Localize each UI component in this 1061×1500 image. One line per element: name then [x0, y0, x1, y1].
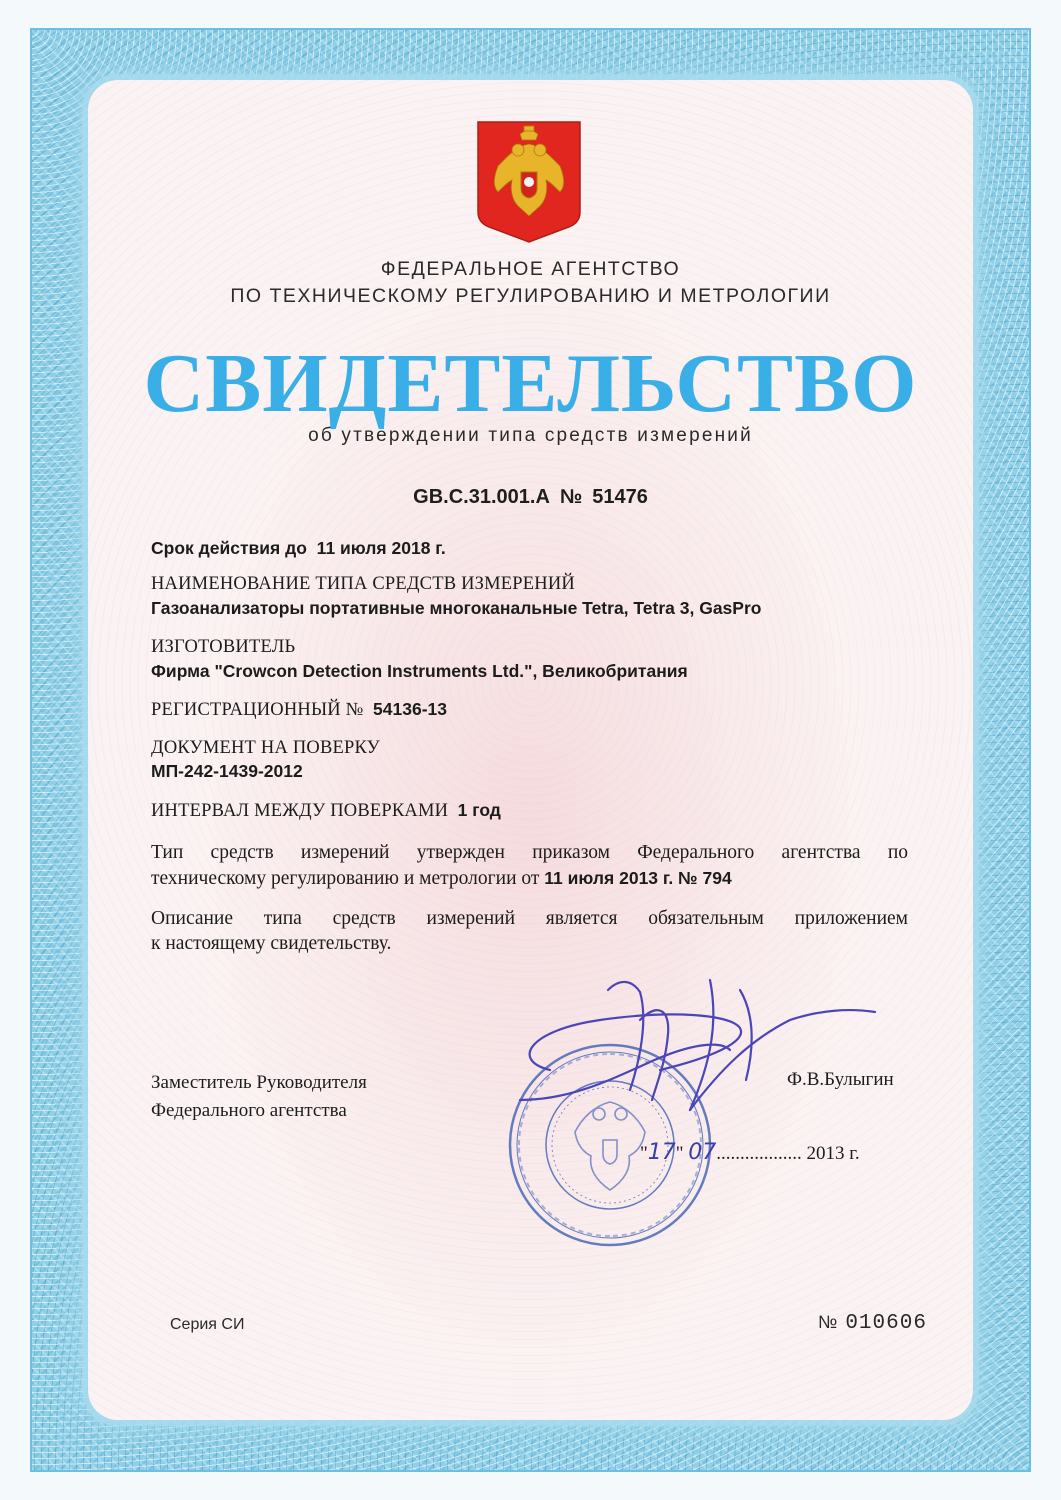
approval-date: 11 июля 2013 г. № 794: [544, 868, 732, 888]
signatory-position-line1: Заместитель Руководителя: [151, 1072, 367, 1093]
interval-row: [151, 800, 501, 822]
issue-date-day: 17: [647, 1140, 676, 1165]
issue-date-open-quote: ": [640, 1143, 648, 1164]
verification-doc-label: ДОКУМЕНТ НА ПОВЕРКУ: [151, 738, 380, 758]
registration-value: 54136-13: [373, 699, 448, 719]
interval-value: 1 год: [457, 800, 501, 820]
validity-label: Срок действия до: [151, 538, 307, 558]
document-title: СВИДЕТЕЛЬСТВО: [143, 337, 918, 430]
coat-of-arms-icon: [476, 120, 582, 244]
instrument-type-value: Газоанализаторы портативные многоканальные Tetra, Tetra 3, GasPro: [151, 598, 762, 618]
issue-date-month: 07: [688, 1140, 717, 1165]
issue-date-close-quote: ": [675, 1143, 684, 1164]
description-line2: к настоящему свидетельству.: [151, 933, 392, 954]
instrument-type-label: НАИМЕНОВАНИЕ ТИПА СРЕДСТВ ИЗМЕРЕНИЙ: [151, 574, 575, 594]
agency-name-line1: ФЕДЕРАЛЬНОЕ АГЕНТСТВО: [380, 258, 681, 280]
validity-date: 11 июля 2018 г.: [316, 538, 446, 558]
certificate-number-label: №: [559, 486, 583, 508]
manufacturer-label: ИЗГОТОВИТЕЛЬ: [151, 637, 296, 657]
registration-row: [151, 699, 447, 721]
issue-date-year: 2013 г.: [806, 1143, 860, 1164]
verification-doc-value: МП-242-1439-2012: [151, 761, 303, 781]
validity-row: [151, 538, 446, 559]
signatory-position: [151, 1069, 367, 1125]
certificate-number: [0, 486, 1061, 509]
interval-label: ИНТЕРВАЛ МЕЖДУ ПОВЕРКАМИ: [151, 801, 449, 821]
serial-number-label: №: [818, 1312, 838, 1332]
issue-date-dots: ..................: [716, 1143, 802, 1164]
approval-prefix: техническому регулированию и метрологии от: [151, 868, 540, 889]
registration-label: РЕГИСТРАЦИОННЫЙ №: [151, 700, 364, 720]
approval-line2: [151, 864, 908, 893]
manufacturer-value: Фирма "Crowcon Detection Instruments Ltd.", Великобритания: [151, 661, 688, 681]
serial-number-value: 010606: [845, 1312, 927, 1335]
issue-date: [640, 1140, 860, 1165]
serial-number: [818, 1312, 927, 1335]
certificate-number-value: 51476: [592, 486, 648, 508]
document-subtitle: об утверждении типа средств измерений: [308, 425, 753, 446]
handwritten-signature: [490, 950, 890, 1150]
certificate-code: GB.C.31.001.A: [413, 486, 550, 508]
signatory-position-line2: Федерального агентства: [151, 1100, 347, 1121]
approval-line1: Тип средств измерений утвержден приказом Федерального агентства по: [151, 842, 908, 863]
signatory-name: Ф.В.Булыгин: [787, 1069, 894, 1090]
agency-name-line2: ПО ТЕХНИЧЕСКОМУ РЕГУЛИРОВАНИЮ И МЕТРОЛОГИИ: [230, 285, 831, 307]
description-line1: Описание типа средств измерений является обязательным приложением: [151, 908, 908, 929]
series-label: Серия СИ: [170, 1316, 245, 1333]
